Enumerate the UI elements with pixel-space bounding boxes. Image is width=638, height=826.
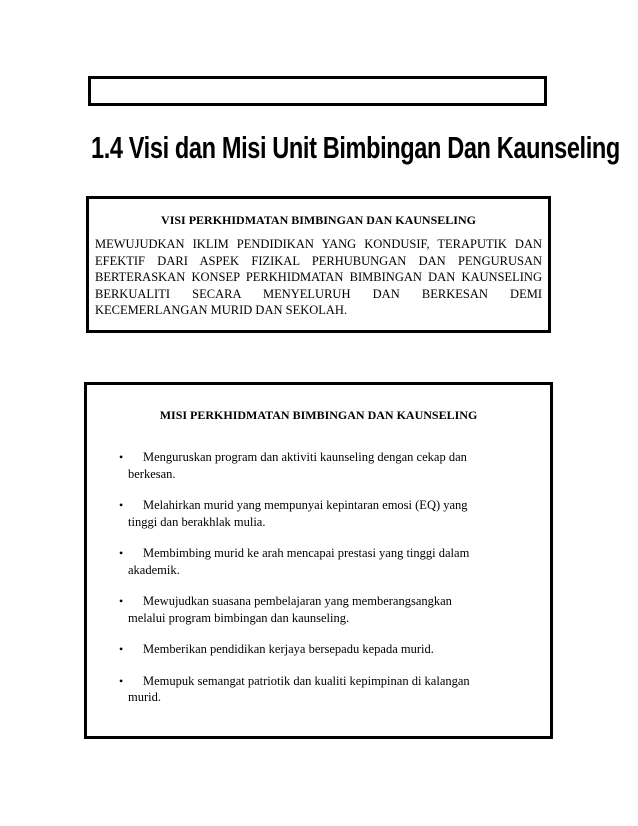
section-title: 1.4 Visi dan Misi Unit Bimbingan Dan Kaunseling	[91, 130, 620, 165]
bullet-icon: •	[119, 546, 124, 560]
list-item-text: Melahirkan murid yang mempunyai kepintaran emosi (EQ) yang tinggi dan berakhlak mulia.	[128, 498, 468, 529]
bullet-icon: •	[119, 642, 124, 656]
list-item-text: Menguruskan program dan aktiviti kaunseling dengan cekap dan berkesan.	[128, 450, 467, 481]
list-item	[87, 545, 473, 578]
list-item	[87, 641, 473, 658]
header-empty-box	[88, 76, 547, 106]
bullet-icon: •	[119, 498, 124, 512]
visi-box	[86, 196, 551, 333]
misi-heading: MISI PERKHIDMATAN BIMBINGAN DAN KAUNSELING	[159, 408, 478, 422]
misi-box	[84, 382, 553, 739]
list-item	[87, 593, 473, 626]
bullet-icon: •	[119, 594, 124, 608]
list-item-text: Memberikan pendidikan kerjaya bersepadu kepada murid.	[143, 642, 434, 656]
misi-list	[87, 449, 550, 721]
list-item	[87, 497, 473, 530]
list-item	[87, 449, 473, 482]
bullet-icon: •	[119, 673, 124, 688]
visi-body: MEWUJUDKAN IKLIM PENDIDIKAN YANG KONDUSIF, TERAPUTIK DAN EFEKTIF DARI ASPEK FIZIKAL PERHUBUNGAN DAN PENGURUSAN BERTERASKAN KONSEP PERKHIDMATAN BIMBINGAN DAN KAUNSELING BERKUALITI SECARA MENYELURUH DAN BERKESAN DEMI KECEMERLANGAN MURID DAN SEKOLAH.	[95, 237, 542, 317]
list-item	[87, 673, 473, 706]
list-item-text: Membimbing murid ke arah mencapai prestasi yang tinggi dalam akademik.	[128, 546, 470, 577]
list-item-text: Memupuk semangat patriotik dan kualiti kepimpinan di kalangan murid.	[128, 673, 470, 704]
bullet-icon: •	[119, 450, 124, 464]
visi-heading: VISI PERKHIDMATAN BIMBINGAN DAN KAUNSELING	[161, 213, 476, 227]
list-item-text: Mewujudkan suasana pembelajaran yang memberangsangkan melalui program bimbingan dan kaunseling.	[128, 594, 452, 625]
